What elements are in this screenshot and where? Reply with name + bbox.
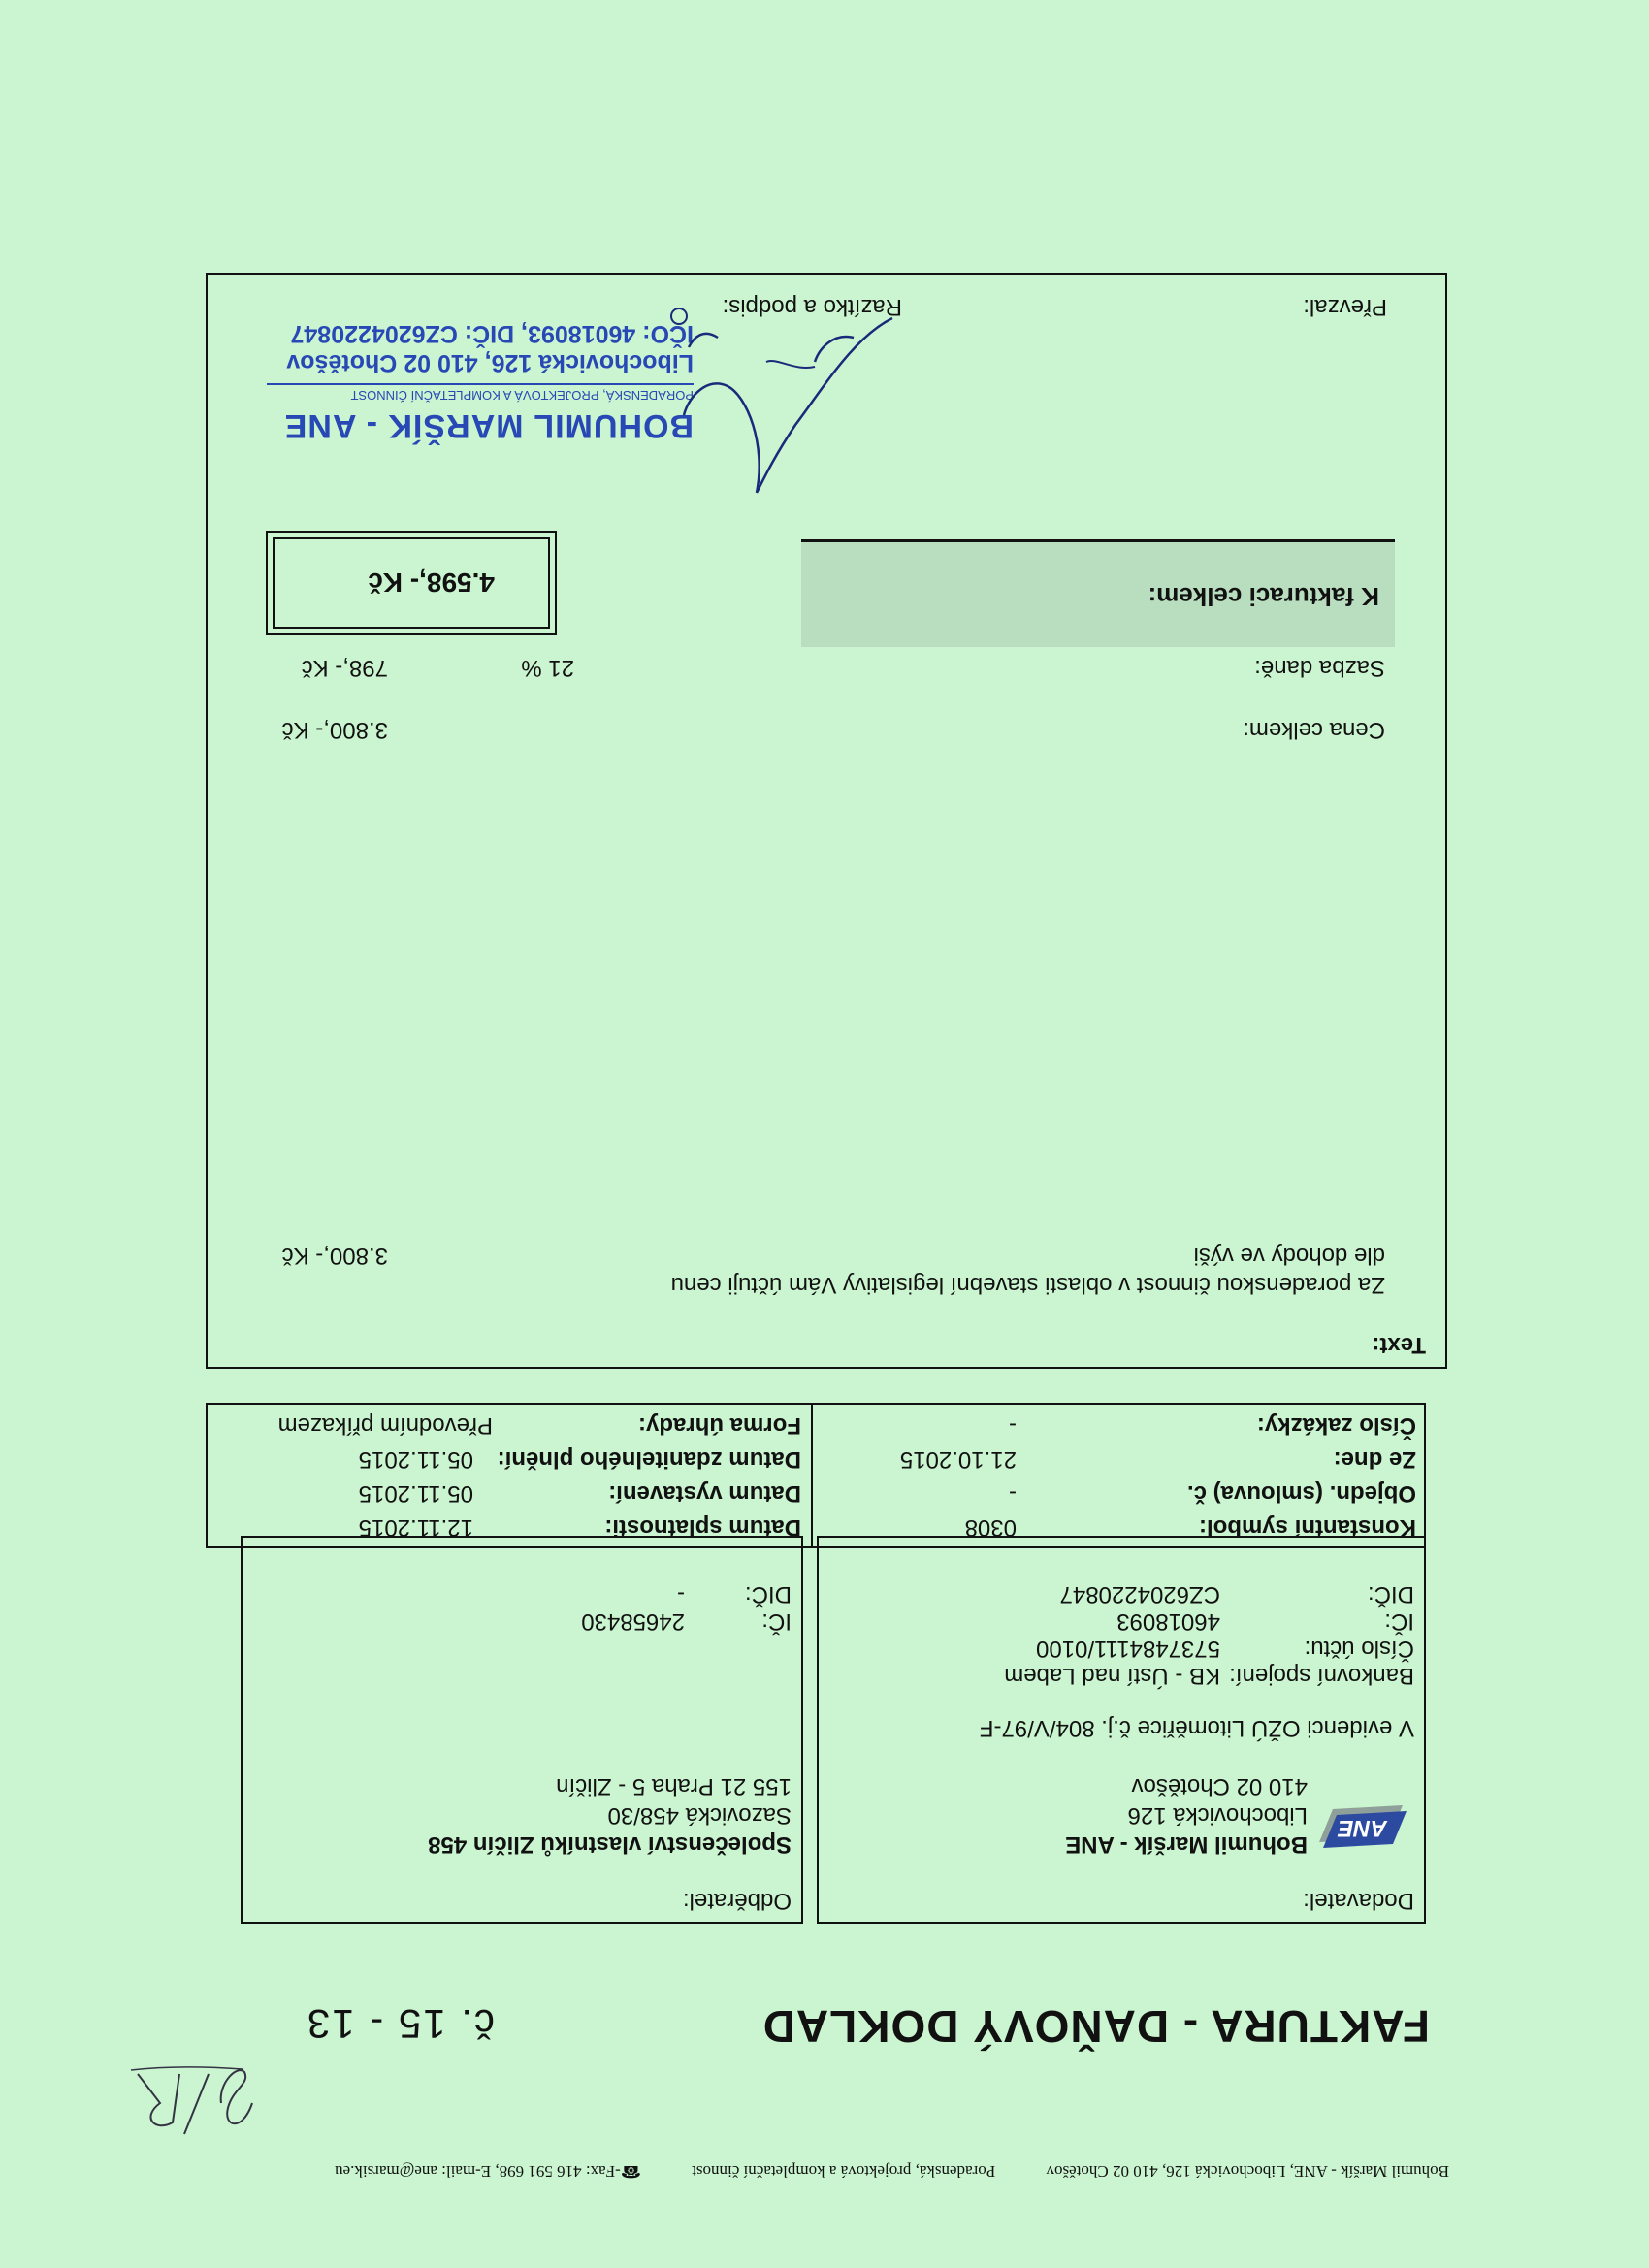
received-label: Převzal: xyxy=(1303,294,1387,320)
info-right-value-0: 12.11.2015 xyxy=(358,1514,473,1540)
info-right-label-0: Datum splatnosti: xyxy=(604,1514,801,1540)
supplier-name: Bohumil Maršík - ANE xyxy=(1065,1831,1308,1858)
vat-value: 798,- Kč xyxy=(301,655,388,681)
ane-logo-text: ANE xyxy=(1338,1815,1387,1841)
info-left-label-3: Číslo zakázky: xyxy=(1256,1412,1416,1439)
stamp-name: BOHUMIL MARŠÍK - ANE xyxy=(283,407,694,444)
info-right-value-3: Převodním příkazem xyxy=(277,1412,493,1439)
supplier-street: Libochovická 126 xyxy=(1127,1802,1308,1829)
info-right-label-3: Forma úhrady: xyxy=(637,1412,801,1439)
vat-label: Sazba daně: xyxy=(1254,655,1385,681)
supplier-bank-label: Bankovní spojení: xyxy=(1229,1663,1414,1689)
info-left-label-2: Ze dne: xyxy=(1333,1446,1416,1473)
customer-box xyxy=(241,1536,803,1924)
stamp-address: Libochovická 126, 410 02 Chotěšov xyxy=(286,349,694,376)
vat-rate: 21 % xyxy=(521,655,574,681)
supplier-registry: V evidenci OŽÚ Litoměřice č.j. 804/V/97-F xyxy=(979,1715,1414,1741)
customer-street: Sazovická 458/30 xyxy=(607,1802,792,1829)
body-line-1: Za poradenskou činnost v oblasti stavební legislativy Vám účtuji cenu xyxy=(670,1272,1385,1298)
supplier-account-value: 5737484111/0100 xyxy=(1036,1636,1220,1662)
info-left-value-2: 21.10.2015 xyxy=(899,1446,1017,1473)
invoice-title: FAKTURA - DAŇOVÝ DOKLAD xyxy=(761,2001,1430,2052)
info-divider xyxy=(811,1405,813,1546)
ane-logo xyxy=(1315,1794,1408,1852)
info-left-label-1: Objedn. (smlouva) č. xyxy=(1186,1480,1416,1507)
supplier-ico-value: 46018093 xyxy=(1116,1608,1220,1635)
body-line-2: dle dohody ve výši xyxy=(1193,1243,1385,1269)
customer-dic-value: - xyxy=(677,1581,685,1607)
total-label: K fakturaci celkem: xyxy=(1148,582,1379,611)
supplier-box xyxy=(817,1536,1426,1924)
info-left-value-1: - xyxy=(1009,1480,1017,1507)
supplier-dic-label: DIČ: xyxy=(1368,1581,1414,1607)
body-line-amount: 3.800,- Kč xyxy=(281,1243,388,1269)
signature xyxy=(660,279,912,532)
letterhead-company: Bohumil Maršík - ANE, Libochovická 126, 410 02 Chotěšov xyxy=(1046,2162,1449,2181)
supplier-label: Dodavatel: xyxy=(1303,1888,1414,1914)
supplier-ico-label: IČ: xyxy=(1384,1608,1414,1635)
info-left-label-0: Konstantní symbol: xyxy=(1198,1514,1416,1540)
invoice-number: č. 15 - 13 xyxy=(305,2001,495,2047)
customer-label: Odběratel: xyxy=(682,1888,792,1914)
customer-ico-value: 24658430 xyxy=(581,1608,685,1635)
stamp-subtitle: PORADENSKÁ, PROJEKTOVÁ A KOMPLETAČNÍ ČINNOST xyxy=(267,383,694,405)
company-stamp xyxy=(267,319,694,444)
supplier-dic-value: CZ6204220847 xyxy=(1059,1581,1220,1607)
info-left-value-3: - xyxy=(1009,1412,1017,1439)
info-right-value-2: 05.11.2015 xyxy=(358,1446,473,1473)
info-right-label-2: Datum zdanitelného plnění: xyxy=(497,1446,801,1473)
customer-city: 155 21 Praha 5 - Zličín xyxy=(556,1773,792,1799)
invoice-info-table xyxy=(206,1403,1426,1548)
letterhead-activity: Poradenská, projektová a kompletační činnost xyxy=(692,2162,996,2181)
supplier-city: 410 02 Chotěšov xyxy=(1131,1773,1308,1799)
customer-ico-label: IČ: xyxy=(761,1608,792,1635)
text-label: Text: xyxy=(1372,1332,1426,1358)
info-right-value-1: 05.11.2015 xyxy=(358,1480,473,1507)
price-label: Cena celkem: xyxy=(1243,717,1385,743)
customer-dic-label: DIČ: xyxy=(745,1581,792,1607)
price-value: 3.800,- Kč xyxy=(281,717,388,743)
stamp-signature-label: Razítko a podpis: xyxy=(722,294,902,320)
supplier-bank-value: KB - Ústí nad Labem xyxy=(1004,1663,1220,1689)
handwritten-initials xyxy=(126,2064,262,2142)
total-value: 4.598,- Kč xyxy=(368,567,495,598)
customer-name: Společenství vlastníků Zličín 458 xyxy=(428,1831,792,1858)
info-right-label-1: Datum vystavení: xyxy=(608,1480,801,1507)
letterhead xyxy=(198,2161,1449,2181)
letterhead-contact: ☎-Fax: 416 591 698, E-mail: ane@marsik.eu xyxy=(335,2162,641,2181)
stamp-ids: IČO: 46018093, DIČ: CZ6204220847 xyxy=(290,320,694,347)
info-left-value-0: 0308 xyxy=(964,1514,1017,1540)
supplier-account-label: Číslo účtu: xyxy=(1304,1636,1414,1662)
